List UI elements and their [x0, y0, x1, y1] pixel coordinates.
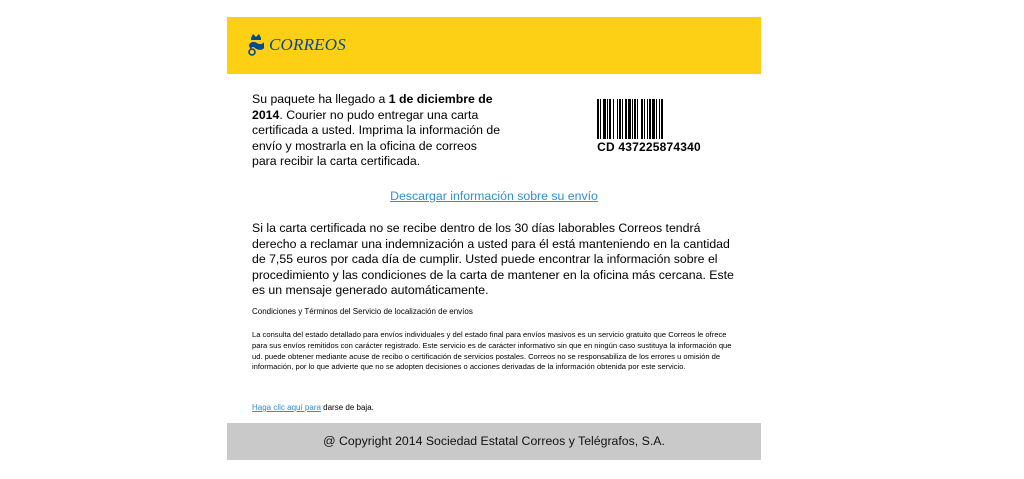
download-shipment-info-link[interactable]: Descargar información sobre su envío [390, 189, 598, 203]
logo-wordmark: CORREOS [269, 35, 346, 54]
delivery-notice [252, 92, 502, 170]
footer-bar [227, 423, 761, 460]
terms-title: Condiciones y Términos del Servicio de localización de envíos [252, 307, 473, 316]
correos-logo [245, 31, 346, 59]
barcode-block [597, 99, 701, 154]
crown-post-horn-icon [245, 32, 267, 58]
tracking-number: CD 437225874340 [597, 140, 701, 154]
barcode-icon [597, 99, 701, 139]
copyright-text: @ Copyright 2014 Sociedad Estatal Correos y Telégrafos, S.A. [323, 434, 665, 448]
claim-paragraph: Si la carta certificada no se recibe dentro de los 30 días laborables Correos tendrá derecho a reclamar una indemnización a usted para él está manteniendo en la cantidad de 7,55 euros por cada día de cumplir. Usted puede encontrar la información sobre el procedimiento y las condiciones de la carta de mantener en la oficina más cercana. Este es un mensaje generado automáticamente. [252, 221, 734, 297]
unsubscribe-line [252, 403, 552, 412]
delivery-date: 1 de diciembre de 2014 [252, 92, 493, 122]
email-container [227, 17, 761, 460]
unsubscribe-link[interactable]: Haga clic aquí para [252, 403, 321, 412]
unsubscribe-text: darse de baja. [320, 403, 374, 412]
terms-body: La consulta del estado detallado para envíos individuales y del estado final para envíos masivos es un servicio gratuito que Correos le ofrece para sus envíos remitidos con carácter registrado. Este servicio es de carácter informativo sin que en ningún caso sustituya la información que ud. puede obtener mediante acuse de recibo o certificación de servicios postales. Correos no se responsabiliza de los errores u omisión de información, por lo que advierte que no se adopten decisiones o acciones derivadas de la información obtenida por este servicio. [252, 330, 732, 372]
notice-text-end: . Courier no pudo entregar una carta certificada a usted. Imprima la información de envío y mostrarla en la oficina de correos para recibir la carta certificada. [252, 107, 501, 168]
email-header [227, 17, 761, 74]
notice-text-start: Su paquete ha llegado a [252, 92, 389, 106]
